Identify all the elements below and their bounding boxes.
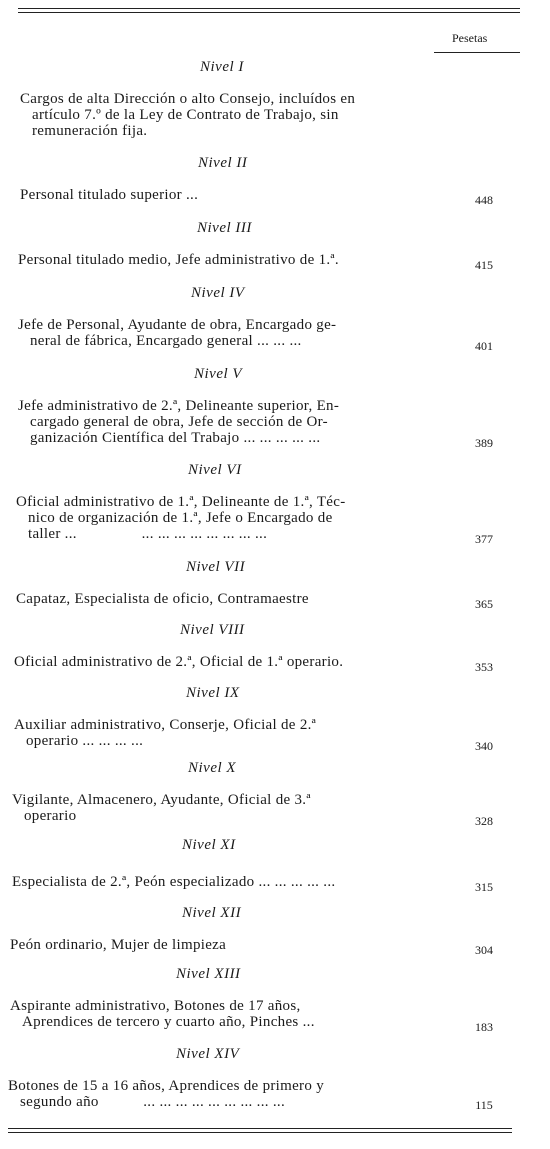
description-line: Oficial administrativo de 2.ª, Oficial de 1.ª operario. [14, 654, 344, 670]
level-heading: Nivel VIII [180, 622, 245, 638]
category-description [16, 494, 346, 542]
description-line: taller ... ... ... ... ... ... ... ... ... [28, 526, 268, 542]
description-line: Jefe administrativo de 2.ª, Delineante superior, En- [18, 398, 340, 414]
category-description [16, 591, 309, 607]
category-description [10, 937, 226, 953]
level-heading: Nivel X [188, 760, 237, 776]
category-description [20, 187, 198, 203]
level-heading: Nivel XIV [176, 1046, 240, 1062]
bottom-rule [8, 1128, 512, 1129]
amount-pesetas: 365 [475, 597, 493, 611]
amount-pesetas: 377 [475, 532, 493, 546]
amount-pesetas: 340 [475, 739, 493, 753]
level-heading: Nivel V [194, 366, 243, 382]
description-line: Botones de 15 a 16 años, Aprendices de primero y [8, 1078, 324, 1094]
column-header-pesetas: Pesetas [452, 31, 488, 45]
description-line: Jefe de Personal, Ayudante de obra, Encargado ge- [18, 317, 337, 333]
amount-pesetas: 415 [475, 258, 493, 272]
level-heading: Nivel III [197, 220, 252, 236]
description-line: Personal titulado superior ... [20, 187, 199, 203]
category-description [10, 998, 315, 1030]
description-line: operario [24, 808, 77, 824]
category-description [8, 1078, 324, 1110]
description-line: neral de fábrica, Encargado general ... ... ... [30, 333, 302, 349]
description-line: nico de organización de 1.ª, Jefe o Encargado de [28, 510, 333, 526]
amount-pesetas: 183 [475, 1020, 493, 1034]
amount-pesetas: 328 [475, 814, 493, 828]
description-line: artículo 7.º de la Ley de Contrato de Trabajo, sin [32, 107, 339, 123]
description-line: cargado general de obra, Jefe de sección de Or- [30, 414, 328, 430]
level-heading: Nivel XI [182, 837, 236, 853]
top-rule-second [18, 12, 520, 13]
category-description [12, 874, 335, 890]
description-line: Auxiliar administrativo, Conserje, Oficial de 2.ª [14, 717, 317, 733]
description-line: ganización Científica del Trabajo ... ... ... ... ... [30, 430, 321, 446]
category-description [20, 91, 355, 139]
column-header-rule [434, 52, 520, 53]
level-heading: Nivel IX [186, 685, 240, 701]
description-line: Vigilante, Almacenero, Ayudante, Oficial de 3.ª [12, 792, 311, 808]
amount-pesetas: 115 [475, 1098, 493, 1112]
amount-pesetas: 315 [475, 880, 493, 894]
bottom-rule-second [8, 1132, 512, 1133]
level-heading: Nivel XII [182, 905, 242, 921]
amount-pesetas: 401 [475, 339, 493, 353]
description-line: Personal titulado medio, Jefe administrativo de 1.ª. [18, 252, 339, 268]
description-line: Especialista de 2.ª, Peón especializado ... ... ... ... ... [12, 874, 336, 890]
level-heading: Nivel I [200, 59, 244, 75]
category-description [12, 792, 311, 824]
description-line: Peón ordinario, Mujer de limpieza [10, 937, 227, 953]
description-line: remuneración fija. [32, 123, 148, 139]
description-line: Cargos de alta Dirección o alto Consejo, incluídos en [20, 91, 356, 107]
description-line: segundo año ... ... ... ... ... ... ... ... ... [20, 1094, 286, 1110]
amount-pesetas: 353 [475, 660, 493, 674]
description-line: Oficial administrativo de 1.ª, Delineante de 1.ª, Téc- [16, 494, 346, 510]
category-description [18, 252, 339, 268]
category-description [18, 317, 336, 349]
description-line: Capataz, Especialista de oficio, Contramaestre [16, 591, 309, 607]
category-description [14, 717, 316, 749]
description-line: Aspirante administrativo, Botones de 17 años, [10, 998, 301, 1014]
top-rule [18, 8, 520, 9]
category-description [14, 654, 343, 670]
level-heading: Nivel IV [191, 285, 245, 301]
amount-pesetas: 304 [475, 943, 493, 957]
amount-pesetas: 448 [475, 193, 493, 207]
level-heading: Nivel VI [188, 462, 242, 478]
amount-pesetas: 389 [475, 436, 493, 450]
level-heading: Nivel XIII [176, 966, 241, 982]
level-heading: Nivel II [198, 155, 248, 171]
category-description [18, 398, 339, 446]
description-line: Aprendices de tercero y cuarto año, Pinches ... [22, 1014, 315, 1030]
description-line: operario ... ... ... ... [26, 733, 144, 749]
level-heading: Nivel VII [186, 559, 246, 575]
